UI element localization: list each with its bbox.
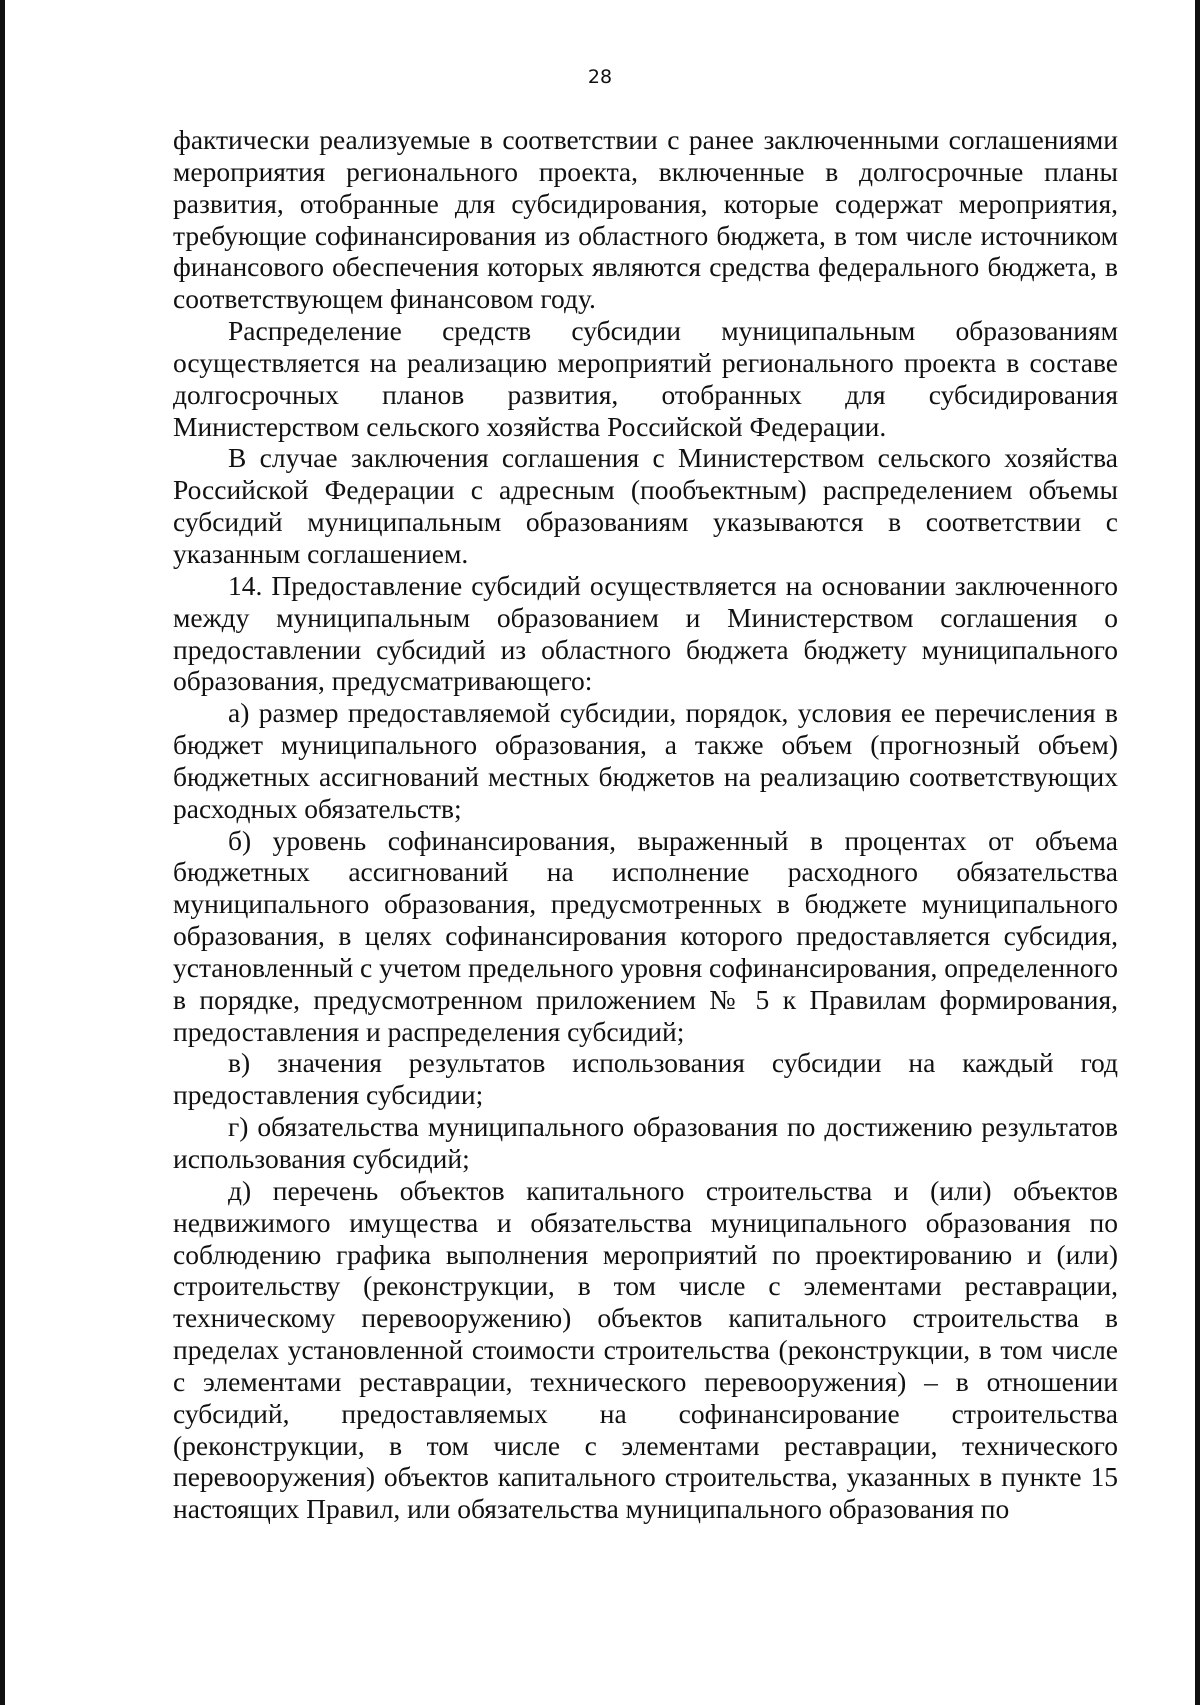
paragraph: д) перечень объектов капитального строительства и (или) объектов недвижимого имущества и обязательства муниципального образования по соблюдению графика выполнения мероприятий по проектированию и (или) строительству (реконструкции, в том числе с элементами реставрации, техническому перевооружению) объектов капитального строительства в пределах установленной стоимости строительства (реконструкции, в том числе с элементами реставрации, технического перевооружения) – в отношении субсидий, предоставляемых на софинансирование строительства (реконструкции, в том числе с элементами реставрации, технического перевооружения) объектов капитального строительства, указанных в пункте 15 настоящих Правил, или обязательства муниципального образования по <box>173 1174 1118 1525</box>
paragraph: 14. Предоставление субсидий осуществляется на основании заключенного между муниципальным образованием и Министерством соглашения о предоставлении субсидий из областного бюджета бюджету муниципального образования, предусматривающего: <box>173 569 1118 697</box>
paragraph: б) уровень софинансирования, выраженный в процентах от объема бюджетных ассигнований на исполнение расходного обязательства муниципального образования, предусмотренных в бюджете муниципального образования, в целях софинансирования которого предоставляется субсидия, установленный с учетом предельного уровня софинансирования, определенного в порядке, предусмотренном приложением № 5 к Правилам формирования, предоставления и распределения субсидий; <box>173 824 1118 1047</box>
paragraph: Распределение средств субсидии муниципальным образованиям осуществляется на реализацию мероприятий регионального проекта в составе долгосрочных планов развития, отобранных для субсидирования Министерством сельского хозяйства Российской Федерации. <box>173 315 1118 442</box>
paragraph: фактически реализуемые в соответствии с ранее заключенными соглашениями мероприятия регионального проекта, включенные в долгосрочные планы развития, отобранные для субсидирования, которые содержат мероприятия, требующие софинансирования из областного бюджета, в том числе источником финансового обеспечения которых являются средства федерального бюджета, в соответствующем финансовом году. <box>173 124 1118 315</box>
document-text <box>173 124 1118 1525</box>
scan-border-right <box>1195 0 1200 1705</box>
page-number: 28 <box>587 66 613 88</box>
paragraph: В случае заключения соглашения с Министерством сельского хозяйства Российской Федерации с адресным (пообъектным) распределением объемы субсидий муниципальным образованиям указываются в соответствии с указанным соглашением. <box>173 442 1118 569</box>
paragraph: в) значения результатов использования субсидии на каждый год предоставления субсидии; <box>173 1047 1118 1111</box>
paragraph: г) обязательства муниципального образования по достижению результатов использования субсидий; <box>173 1111 1118 1174</box>
scan-border-left <box>0 0 5 1705</box>
paragraph: а) размер предоставляемой субсидии, порядок, условия ее перечисления в бюджет муниципального образования, а также объем (прогнозный объем) бюджетных ассигнований местных бюджетов на реализацию соответствующих расходных обязательств; <box>173 697 1118 824</box>
